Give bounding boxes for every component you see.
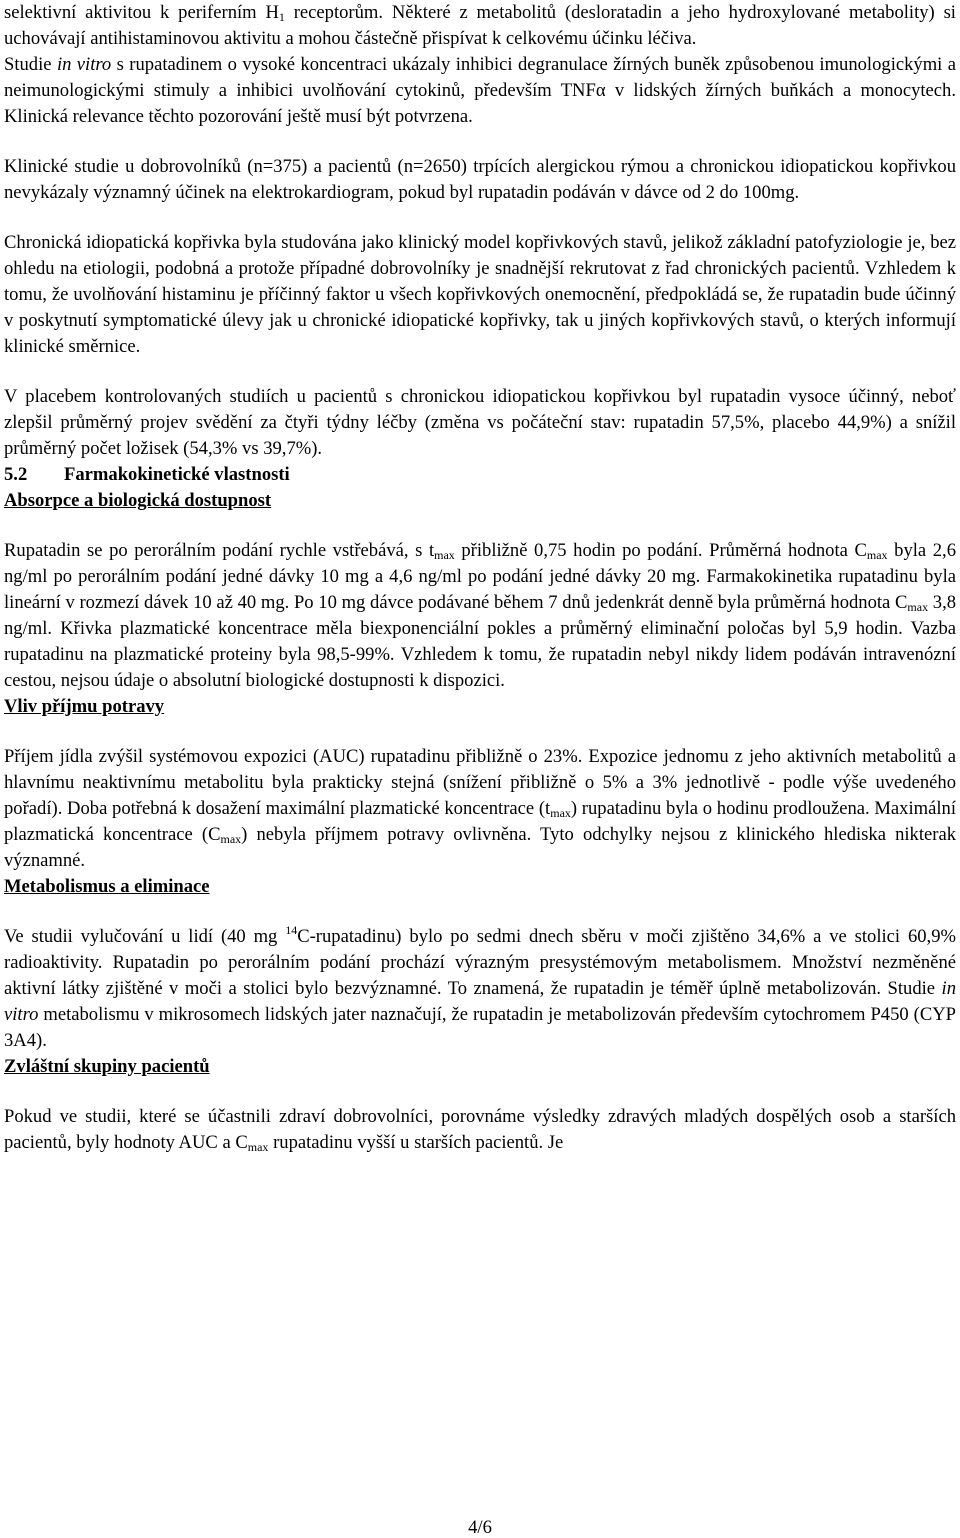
section-heading xyxy=(4,462,956,488)
text-run: Pokud ve studii, které se účastnili zdraví dobrovolníci, porovnáme výsledky zdravých mladých dospělých osob a starších pacientů, byly hodnoty AUC a C xyxy=(4,1106,956,1153)
text-run: C-rupatadinu) bylo po sedmi dnech sběru v moči zjištěno 34,6% a ve stolici 60,9% radioaktivity. Rupatadin po perorálním podání prochází výrazným presystémovým metabolismem. Množství nezměněné aktivní látky zjištěné v moči a stolici bylo bezvýznamné. To znamená, že rupatadin je téměř úplně metabolizován. Studie xyxy=(4,926,956,999)
subscript: max xyxy=(907,600,929,614)
subscript: max xyxy=(220,832,242,846)
paragraph-in-vitro xyxy=(4,52,956,130)
text-run: receptorům. Některé z metabolitů (desloratadin a jeho hydroxylované metabolity) si uchovávají antihistaminovou aktivitu a mohou částečně přispívat k celkovému účinku léčiva. xyxy=(4,2,956,49)
text-run: s rupatadinem o vysoké koncentraci ukázaly inhibici degranulace žírných buněk způsobenou imunologickými a neimunologickými stimuly a inhibici uvolňování cytokinů, především TNFα v lidských žírných buňkách a monocytech. Klinická relevance těchto pozorování ještě musí být potvrzena. xyxy=(4,54,956,127)
text-run: ) rupatadinu byla o hodinu prodloužena. Maximální plazmatická koncentrace (C xyxy=(4,798,956,845)
subscript: max xyxy=(866,548,888,562)
text-run: metabolismu v mikrosomech lidských jater naznačují, že rupatadin je metabolizován především cytochromem P450 (CYP 3A4). xyxy=(4,1004,956,1051)
text-run: rupatadinu vyšší u starších pacientů. Je xyxy=(268,1132,564,1153)
section-title: Farmakokinetické vlastnosti xyxy=(64,464,290,485)
text-run: selektivní aktivitou k periferním H xyxy=(4,2,279,23)
paragraph-clinical-studies: Klinické studie u dobrovolníků (n=375) a pacientů (n=2650) trpících alergickou rýmou a chronickou idiopatickou kopřivkou nevykázaly významný účinek na elektrokardiogram, pokud byl rupatadin podáván v dávce od 2 do 100mg. xyxy=(4,156,956,203)
subheading-absorption: Absorpce a biologická dostupnost xyxy=(4,490,272,511)
superscript: 14 xyxy=(285,923,298,937)
paragraph-chronic-urticaria: Chronická idiopatická kopřivka byla studována jako klinický model kopřivkových stavů, jelikož základní patofyziologie je, bez ohledu na etiologii, podobná a protože případné dobrovolníky je snadnější rekrutovat z řad chronických pacientů. Vzhledem k tomu, že uvolňování histaminu je příčinný faktor u všech kopřivkových onemocnění, předpokládá se, že rupatadin bude účinný v poskytnutí symptomatické úlevy jak u chronické idiopatické kopřivky, tak u jiných kopřivkových stavů, o kterých informují klinické směrnice. xyxy=(4,232,956,357)
section-number: 5.2 xyxy=(4,464,28,485)
paragraph-special-groups xyxy=(4,1104,956,1156)
subscript: 1 xyxy=(278,10,285,24)
text-run: Příjem jídla zvýšil systémovou expozici (AUC) rupatadinu přibližně o 23%. Expozice jednomu z jeho aktivních metabolitů a hlavnímu neaktivnímu metabolitu byla prakticky stejná (snížení přibližně o 5% a 3% jednotlivě - podle výše uvedeného pořadí). Doba potřebná k dosažení maximální plazmatické koncentrace (t xyxy=(4,746,956,819)
paragraph-food xyxy=(4,744,956,874)
paragraph-absorption xyxy=(4,538,956,694)
text-run: byla 2,6 ng/ml po perorálním podání jedné dávky 10 mg a 4,6 ng/ml po podání jedné dávky 20 mg. Farmakokinetika rupatadinu byla lineární v rozmezí dávek 10 až 40 mg. Po 10 mg dávce podávané během 7 dnů jedenkrát denně byla průměrná hodnota C xyxy=(4,540,956,613)
paragraph-placebo-studies: V placebem kontrolovaných studiích u pacientů s chronickou idiopatickou kopřivkou byl rupatadin vysoce účinný, neboť zlepšil průměrný projev svědění za čtyři týdny léčby (změna vs počáteční stav: rupatadin 57,5%, placebo 44,9%) a snížil průměrný počet ložisek (54,3% vs 39,7%). xyxy=(4,386,956,459)
subscript: max xyxy=(550,806,571,820)
text-run: Studie xyxy=(4,54,57,75)
page-number: 4/6 xyxy=(468,1517,492,1538)
text-run: ) nebyla příjmem potravy ovlivněna. Tyto odchylky nejsou z klinického hlediska nikterak významné. xyxy=(4,824,956,871)
subheading-food: Vliv příjmu potravy xyxy=(4,696,165,717)
text-run: přibližně 0,75 hodin po podání. Průměrná hodnota C xyxy=(454,540,867,561)
text-run: Rupatadin se po perorálním podání rychle vstřebává, s t xyxy=(4,540,435,561)
subheading-metabolism: Metabolismus a eliminace xyxy=(4,876,210,897)
text-run: Ve studii vylučování u lidí (40 mg xyxy=(4,926,286,947)
subheading-special-groups: Zvláštní skupiny pacientů xyxy=(4,1056,210,1077)
italic-term: in vitro xyxy=(4,978,956,1025)
paragraph-receptors xyxy=(4,0,956,52)
document-page xyxy=(4,0,956,1156)
subscript: max xyxy=(247,1140,269,1154)
paragraph-metabolism xyxy=(4,924,956,1054)
italic-term: in vitro xyxy=(56,54,112,75)
text-run: 3,8 ng/ml. Křivka plazmatické koncentrace měla biexponenciální pokles a průměrný eliminační poločas byl 5,9 hodin. Vazba rupatadinu na plazmatické proteiny byla 98,5-99%. Vzhledem k tomu, že rupatadin nebyl nikdy lidem podáván intravenózní cestou, nejsou údaje o absolutní biologické dostupnosti k dispozici. xyxy=(4,592,957,691)
subscript: max xyxy=(434,548,455,562)
